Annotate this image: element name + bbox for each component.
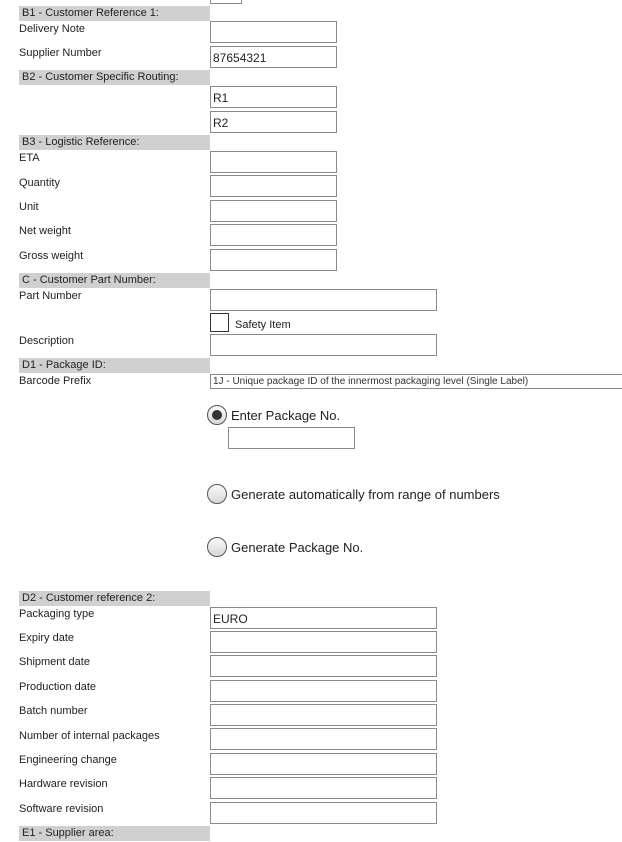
gross-weight-input[interactable]: [210, 249, 337, 271]
section-header-d2: D2 - Customer reference 2:: [19, 591, 210, 606]
part-number-input[interactable]: [210, 289, 437, 311]
enter-package-radio[interactable]: [207, 405, 227, 425]
delivery-note-label: Delivery Note: [19, 23, 86, 35]
engineering-change-label: Engineering change: [19, 754, 117, 766]
section-header-c: C - Customer Part Number:: [19, 273, 210, 288]
software-revision-input[interactable]: [210, 802, 437, 824]
eta-label: ETA: [19, 152, 40, 164]
routing-input-1[interactable]: [210, 86, 337, 108]
routing-input-2[interactable]: [210, 111, 337, 133]
package-number-input[interactable]: [228, 427, 355, 449]
gross-weight-label: Gross weight: [19, 250, 84, 262]
supplier-number-label: Supplier Number: [19, 47, 102, 59]
generate-package-label: Generate Package No.: [231, 540, 364, 555]
hardware-revision-input[interactable]: [210, 777, 437, 799]
barcode-prefix-select[interactable]: 1J - Unique package ID of the innermost packaging level (Single Label): [210, 374, 622, 389]
shipment-date-label: Shipment date: [19, 656, 90, 668]
description-input[interactable]: [210, 334, 437, 356]
section-header-b3: B3 - Logistic Reference:: [19, 135, 210, 150]
barcode-prefix-label: Barcode Prefix: [19, 375, 92, 387]
range-numbers-radio[interactable]: [207, 484, 227, 504]
net-weight-input[interactable]: [210, 224, 337, 246]
enter-package-label: Enter Package No.: [231, 408, 341, 423]
part-number-label: Part Number: [19, 290, 82, 302]
quantity-input[interactable]: [210, 175, 337, 197]
software-revision-label: Software revision: [19, 803, 104, 815]
unit-input[interactable]: [210, 200, 337, 222]
net-weight-label: Net weight: [19, 225, 71, 237]
internal-packages-input[interactable]: [210, 728, 437, 750]
section-header-d1: D1 - Package ID:: [19, 358, 210, 373]
production-date-input[interactable]: [210, 680, 437, 702]
production-date-label: Production date: [19, 681, 97, 693]
quantity-label: Quantity: [19, 177, 60, 189]
hardware-revision-label: Hardware revision: [19, 778, 108, 790]
description-label: Description: [19, 335, 75, 347]
section-header-e1: E1 - Supplier area:: [19, 826, 210, 841]
generate-package-radio[interactable]: [207, 537, 227, 557]
supplier-number-input[interactable]: [210, 46, 337, 68]
shipment-date-input[interactable]: [210, 655, 437, 677]
section-header-b1: B1 - Customer Reference 1:: [19, 6, 210, 21]
internal-packages-label: Number of internal packages: [19, 730, 160, 742]
expiry-date-label: Expiry date: [19, 632, 75, 644]
eta-input[interactable]: [210, 151, 337, 173]
expiry-date-input[interactable]: [210, 631, 437, 653]
safety-item-checkbox[interactable]: [210, 313, 229, 332]
packaging-type-input[interactable]: [210, 607, 437, 629]
section-header-b2: B2 - Customer Specific Routing:: [19, 70, 210, 85]
top-partial-field[interactable]: [210, 0, 242, 4]
safety-item-label: Safety Item: [235, 319, 291, 331]
batch-number-label: Batch number: [19, 705, 88, 717]
delivery-note-input[interactable]: [210, 21, 337, 43]
batch-number-input[interactable]: [210, 704, 437, 726]
unit-label: Unit: [19, 201, 39, 213]
range-numbers-label: Generate automatically from range of numbers: [231, 487, 500, 502]
engineering-change-input[interactable]: [210, 753, 437, 775]
packaging-type-label: Packaging type: [19, 608, 95, 620]
